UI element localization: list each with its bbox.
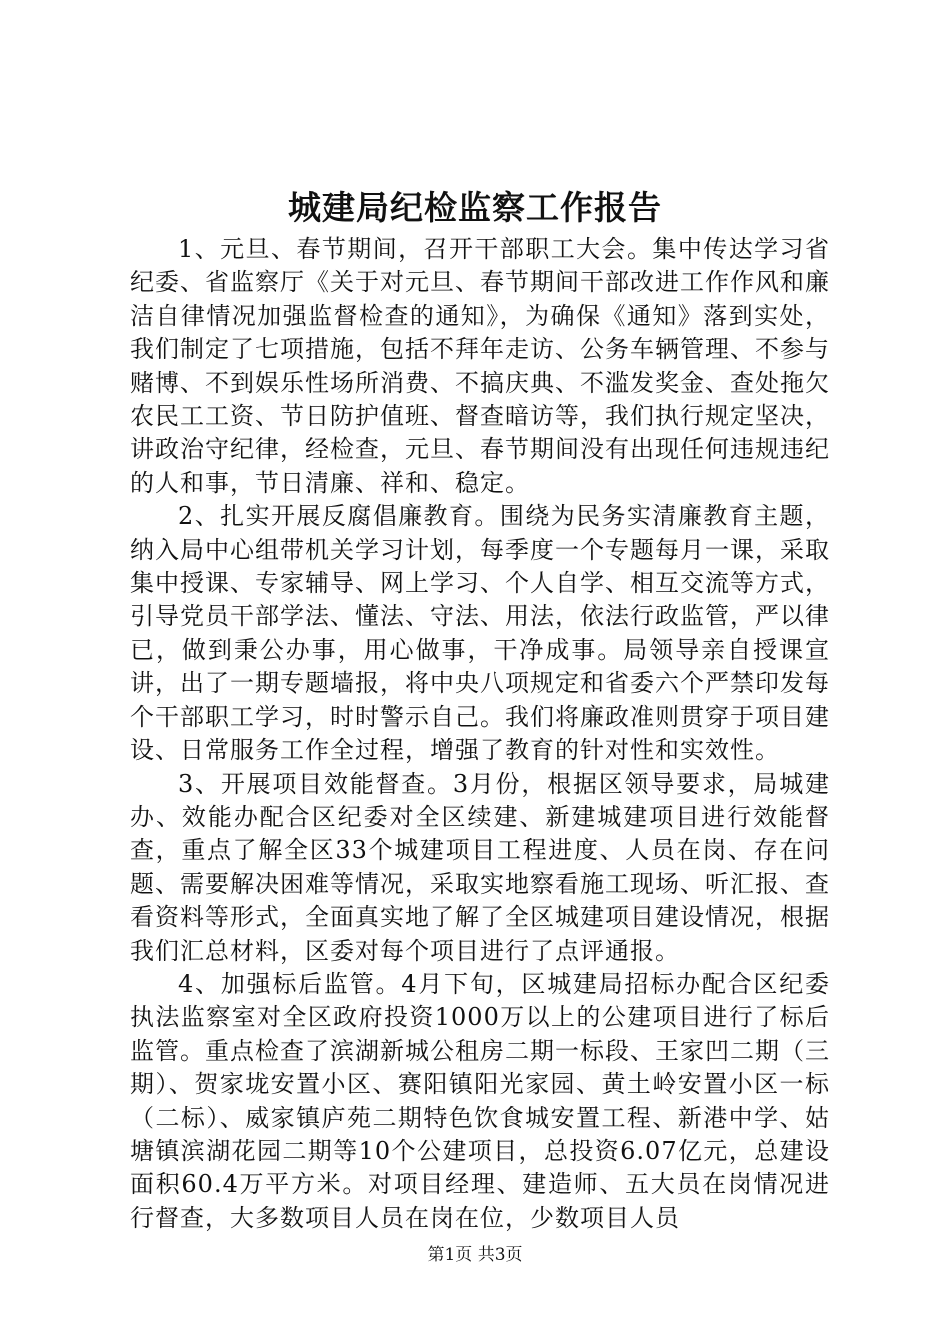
page-footer: 第1页 共3页 [427,1245,523,1265]
paragraph-4: 4、加强标后监管。4月下旬，区城建局招标办配合区纪委执法监察室对全区政府投资1000万以上的公建项目进行了标后监管。重点检查了滨湖新城公租房二期一标段、王家凹二期（三期）、贺家垅安置小区、赛阳镇阳光家园、黄土岭安置小区一标（二标）、威家镇庐苑二期特色饮食城安置工程、新港中学、姑塘镇滨湖花园二期等10个公建项目，总投资6.07亿元，总建设面积60.4万平方米。对项目经理、建造师、五大员在岗情况进行督查，大多数项目人员在岗在位，少数项目人员 [130,969,830,1232]
paragraph-2: 2、扎实开展反腐倡廉教育。围绕为民务实清廉教育主题，纳入局中心组带机关学习计划，每季度一个专题每月一课，采取集中授课、专家辅导、网上学习、个人自学、相互交流等方式，引导党员干部学法、懂法、守法、用法，依法行政监管，严以律已，做到秉公办事，用心做事，干净成事。局领导亲自授课宣讲，出了一期专题墙报，将中央八项规定和省委六个严禁印发每个干部职工学习，时时警示自己。我们将廉政准则贯穿于项目建设、日常服务工作全过程，增强了教育的针对性和实效性。 [130,502,830,765]
document-body [130,233,830,1235]
paragraph-3: 3、开展项目效能督查。3月份，根据区领导要求，局城建办、效能办配合区纪委对全区续建、新建城建项目进行效能督查，重点了解全区33个城建项目工程进度、人员在岗、存在问题、需要解决困难等情况，采取实地察看施工现场、听汇报、查看资料等形式，全面真实地了解了全区城建项目建设情况，根据我们汇总材料，区委对每个项目进行了点评通报。 [130,769,830,965]
document-title: 城建局纪检监察工作报告 [288,188,662,227]
paragraph-1: 1、元旦、春节期间，召开干部职工大会。集中传达学习省纪委、省监察厅《关于对元旦、春节期间干部改进工作作风和廉洁自律情况加强监督检查的通知》，为确保《通知》落到实处，我们制定了七项措施，包括不拜年走访、公务车辆管理、不参与赌博、不到娱乐性场所消费、不搞庆典、不滥发奖金、查处拖欠农民工工资、节日防护值班、督查暗访等，我们执行规定坚决，讲政治守纪律，经检查，元旦、春节期间没有出现任何违规违纪的人和事，节日清廉、祥和、稳定。 [130,235,830,497]
